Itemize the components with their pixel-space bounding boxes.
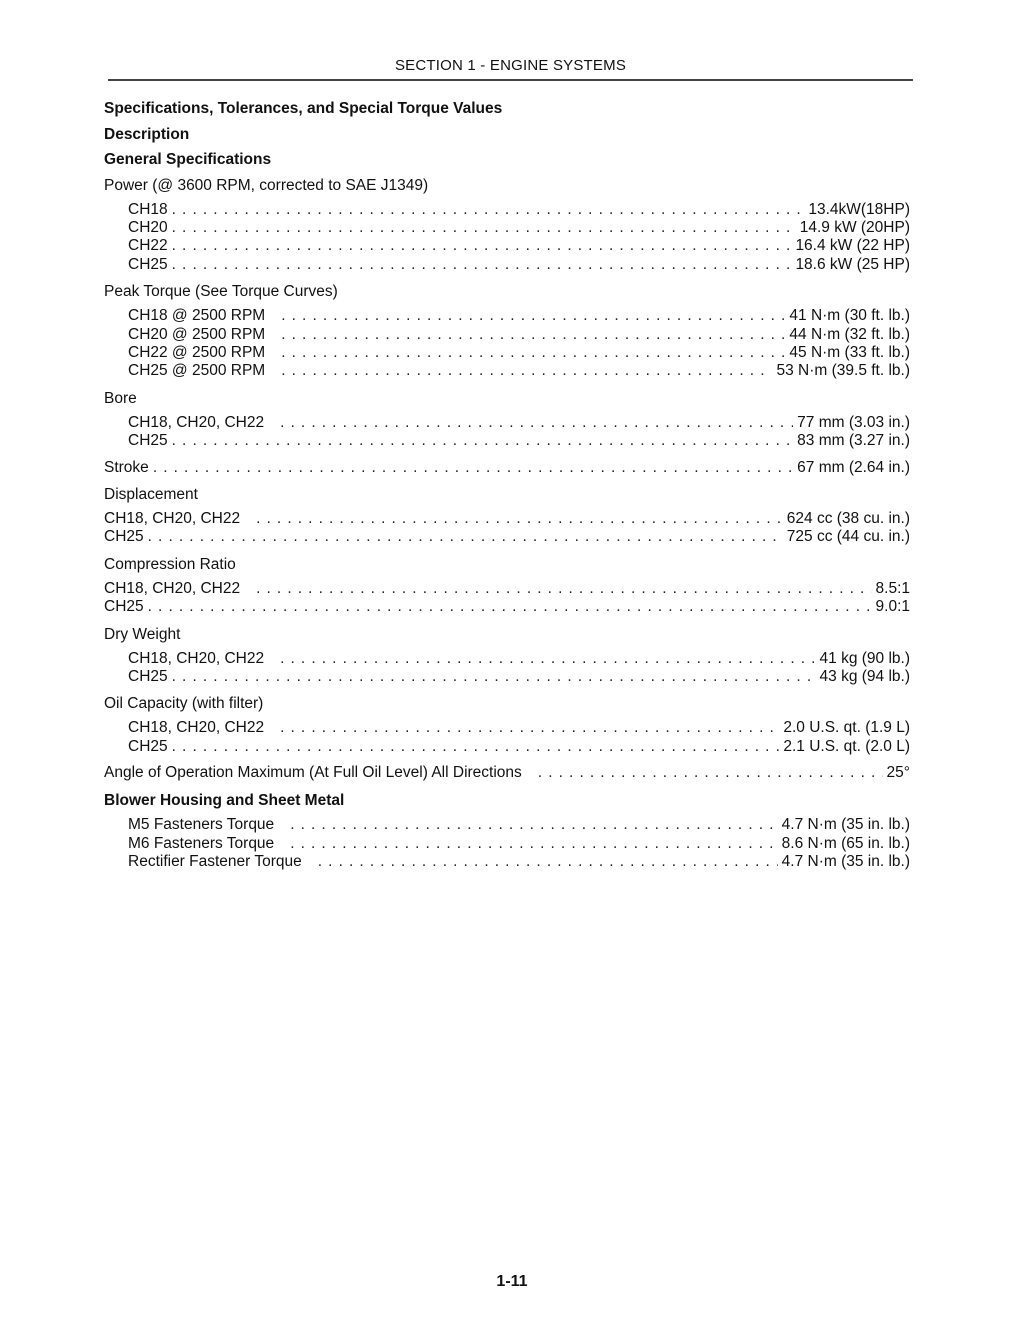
angle-group [104, 764, 910, 782]
spec-row [104, 764, 910, 782]
spec-value: 77 mm (3.03 in.) [797, 413, 910, 431]
spec-key: M6 Fasteners Torque [128, 834, 275, 852]
spec-row [104, 528, 910, 546]
spec-value: 41 kg (90 lb.) [819, 649, 910, 667]
general-specs-heading: General Specifications [104, 151, 272, 168]
spec-value: 44 N·m (32 ft. lb.) [789, 325, 910, 343]
dot-leader [281, 362, 772, 380]
dot-leader [172, 201, 805, 219]
dot-leader [172, 738, 780, 756]
spec-key: CH18, CH20, CH22 [128, 719, 265, 737]
spec-content [104, 99, 910, 879]
spec-row [128, 256, 910, 274]
dot-leader [281, 307, 785, 325]
spec-value: 4.7 N·m (35 in. lb.) [781, 816, 910, 834]
blower-group [104, 816, 910, 871]
dot-leader [280, 414, 793, 432]
spec-row [128, 362, 910, 380]
power-group [104, 201, 910, 275]
spec-row [104, 510, 910, 528]
torque-label: Peak Torque (See Torque Curves) [104, 283, 338, 301]
spec-value: 9.0:1 [875, 598, 910, 616]
spec-key: CH25 [128, 668, 168, 685]
dot-leader [256, 510, 783, 528]
spec-value: 41 N·m (30 ft. lb.) [789, 307, 910, 325]
dot-leader [172, 432, 794, 450]
spec-row [128, 307, 910, 325]
compression-label: Compression Ratio [104, 555, 236, 573]
dot-leader [172, 219, 796, 237]
compression-group [104, 580, 910, 617]
spec-row [128, 719, 910, 737]
spec-key: M5 Fasteners Torque [128, 816, 275, 834]
dot-leader [280, 719, 779, 737]
main-heading: Specifications, Tolerances, and Special Torque Values [104, 100, 503, 117]
spec-value: 43 kg (94 lb.) [819, 668, 910, 685]
torque-group [104, 307, 910, 381]
spec-value: 13.4kW(18HP) [808, 200, 910, 218]
spec-value: 2.1 U.S. qt. (2.0 L) [783, 737, 910, 755]
spec-key: CH18, CH20, CH22 [104, 579, 241, 597]
spec-value: 725 cc (44 cu. in.) [786, 528, 910, 546]
dot-leader [148, 528, 783, 546]
spec-key: CH25 [104, 598, 144, 616]
spec-key: CH25 [128, 255, 168, 273]
spec-value: 83 mm (3.27 in.) [797, 432, 910, 450]
spec-row [104, 580, 910, 598]
spec-key: CH18 [128, 200, 168, 218]
spec-row [128, 835, 910, 853]
section-header: SECTION 1 - ENGINE SYSTEMS [394, 57, 627, 74]
spec-value: 2.0 U.S. qt. (1.9 L) [783, 719, 910, 737]
spec-value: 25° [886, 764, 910, 782]
spec-key: Angle of Operation Maximum (At Full Oil Level) All Directions [104, 764, 522, 782]
spec-row [128, 738, 910, 756]
header-divider [108, 79, 913, 81]
spec-key: CH18, CH20, CH22 [104, 509, 241, 527]
spec-value: 14.9 kW (20HP) [799, 218, 910, 236]
bore-label: Bore [104, 389, 137, 407]
spec-row [128, 326, 910, 344]
page-number: 1-11 [496, 1273, 528, 1290]
spec-key: CH18 @ 2500 RPM [128, 307, 266, 325]
spec-key: CH18, CH20, CH22 [128, 649, 265, 667]
blower-heading: Blower Housing and Sheet Metal [104, 791, 345, 809]
spec-value: 53 N·m (39.5 ft. lb.) [776, 362, 910, 380]
spec-row [128, 237, 910, 255]
spec-row [128, 344, 910, 362]
spec-key: Stroke [104, 458, 149, 476]
spec-row [104, 459, 910, 477]
stroke-group [104, 459, 910, 477]
dot-leader [172, 237, 792, 255]
spec-key: CH25 [104, 528, 144, 546]
displacement-label: Displacement [104, 485, 198, 503]
spec-key: CH25 [128, 432, 168, 450]
spec-key: CH18, CH20, CH22 [128, 413, 265, 431]
spec-value: 67 mm (2.64 in.) [797, 458, 910, 476]
dry-weight-group [104, 650, 910, 687]
oil-capacity-group [104, 719, 910, 756]
dot-leader [318, 853, 778, 871]
description-heading: Description [104, 125, 190, 143]
spec-key: CH25 [128, 737, 168, 755]
dot-leader [153, 459, 793, 477]
spec-key: Rectifier Fastener Torque [128, 852, 302, 870]
bore-group [104, 414, 910, 451]
dot-leader [256, 580, 871, 598]
spec-row [128, 201, 910, 219]
spec-row [128, 853, 910, 871]
dot-leader [280, 650, 815, 668]
spec-key: CH25 @ 2500 RPM [128, 362, 266, 380]
spec-row [128, 816, 910, 834]
spec-value: 4.7 N·m (35 in. lb.) [781, 852, 910, 870]
spec-row [128, 650, 910, 668]
dot-leader [172, 668, 816, 686]
dot-leader [290, 816, 777, 834]
spec-value: 8.6 N·m (65 in. lb.) [781, 834, 910, 852]
spec-key: CH20 @ 2500 RPM [128, 325, 266, 343]
spec-row [128, 414, 910, 432]
power-label: Power (@ 3600 RPM, corrected to SAE J1349) [104, 176, 429, 194]
spec-row [104, 598, 910, 616]
spec-value: 18.6 kW (25 HP) [795, 255, 910, 273]
spec-row [128, 432, 910, 450]
dot-leader [538, 764, 883, 782]
spec-value: 8.5:1 [875, 579, 910, 597]
oil-capacity-label: Oil Capacity (with filter) [104, 695, 264, 713]
spec-key: CH22 @ 2500 RPM [128, 343, 266, 361]
spec-key: CH22 [128, 237, 168, 255]
dot-leader [281, 326, 785, 344]
dry-weight-label: Dry Weight [104, 625, 181, 643]
spec-value: 45 N·m (33 ft. lb.) [789, 343, 910, 361]
dot-leader [148, 598, 872, 616]
dot-leader [172, 256, 792, 274]
spec-row [128, 219, 910, 237]
spec-value: 16.4 kW (22 HP) [795, 237, 910, 255]
dot-leader [290, 835, 777, 853]
spec-key: CH20 [128, 218, 168, 236]
dot-leader [281, 344, 785, 362]
displacement-group [104, 510, 910, 547]
spec-value: 624 cc (38 cu. in.) [786, 509, 910, 527]
spec-row [128, 668, 910, 686]
